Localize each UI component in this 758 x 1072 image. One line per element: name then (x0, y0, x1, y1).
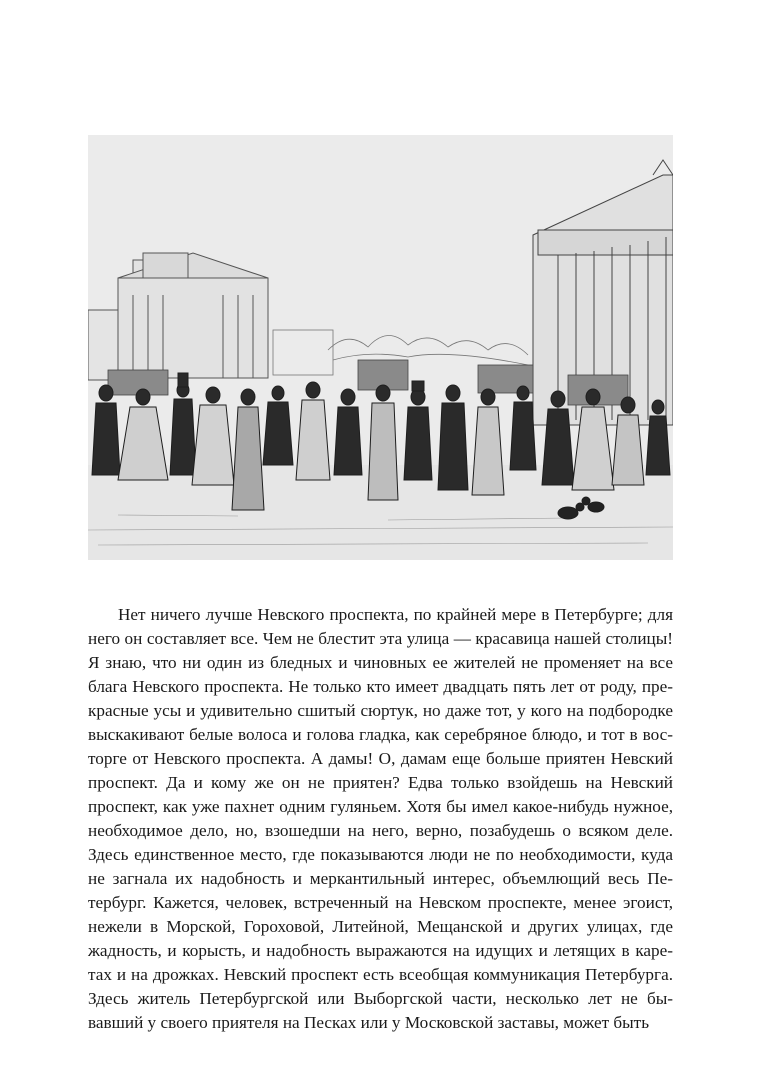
nevsky-crowd-drawing (88, 135, 673, 560)
illustration (88, 135, 673, 560)
body-text (88, 603, 673, 1035)
paragraph: Нет ничего лучше Невского проспекта, по крайней мере в Петербурге; для него он составляет все. Чем не блестит эта улица — красавица нашей столицы! Я знаю, что ни один из бледных и чиновных ее жителей не променяет на все блага Невского проспекта. Не только кто имеет двадцать пять лет от роду, прекрасные усы и удивительно сшитый сюртук, но даже тот, у кого на подбородке выскакивают белые волоса и голова гладка, как серебряное блюдо, и тот в восторге от Невского проспекта. А дамы! О, дамам еще больше приятен Невский проспект. Да и кому же он не приятен? Едва только взойдешь на Невский проспект, как уже пахнет одним гуляньем. Хотя бы имел какое-нибудь нужное, необходимое дело, но, взошедши на него, верно, позабудешь о всяком деле. Здесь единственное место, где показываются люди не по необходимости, куда не загнала их надобность и меркантильный интерес, объемлющий весь Петербург. Кажется, человек, встреченный на Невском проспекте, менее эгоист, нежели в Морской, Гороховой, Литейной, Мещанской и других улицах, где жадность, и корысть, и надобность выражаются на идущих и летящих в каретах и на дрожках. Невский проспект есть всеобщая коммуникация Петербурга. Здесь житель Петербургской или Выборгской части, несколько лет не бывавший у своего приятеля на Песках или у Московской заставы, может быть (88, 605, 673, 1032)
